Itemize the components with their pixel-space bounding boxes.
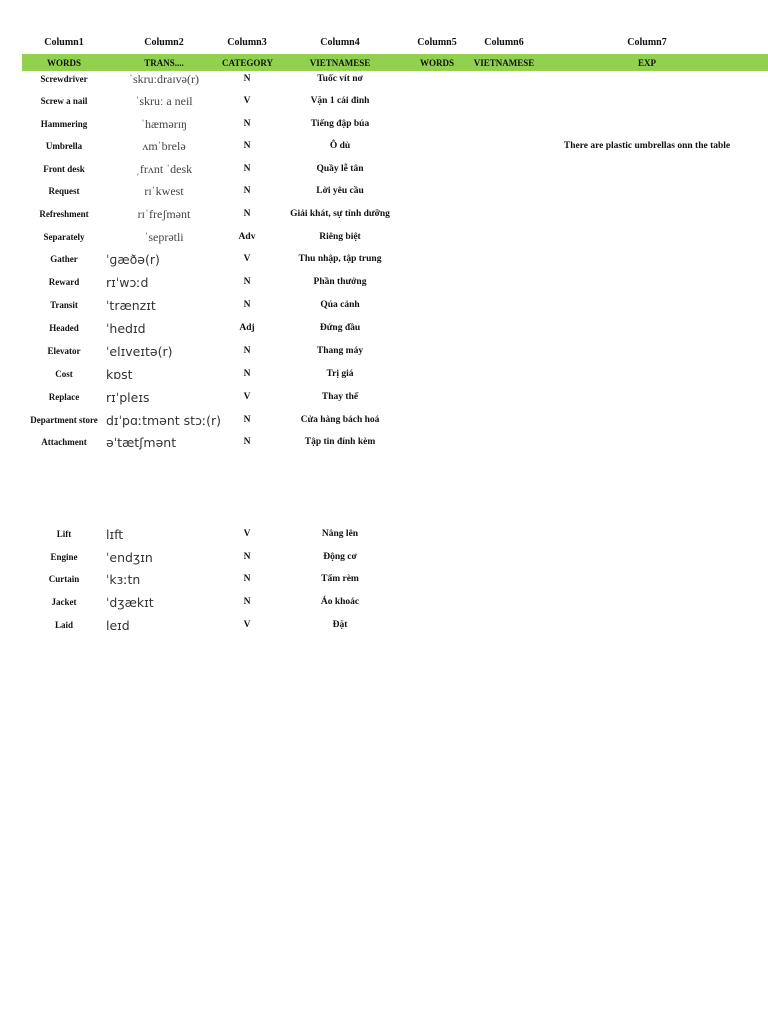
table-row[interactable]: [22, 523, 768, 545]
vietnamese-cell[interactable]: Trị giá: [326, 369, 354, 379]
category-cell[interactable]: Adj: [239, 323, 255, 333]
field-header-exp: EXP: [638, 57, 656, 68]
transcription-cell[interactable]: rɪˈpleɪs: [106, 389, 150, 405]
vietnamese-cell[interactable]: Tấm rèm: [321, 574, 359, 584]
table-row[interactable]: [22, 591, 768, 613]
vietnamese-cell[interactable]: Giải khát, sự tỉnh dưỡng: [290, 209, 390, 219]
transcription-cell[interactable]: ˈtrænzɪt: [106, 297, 156, 313]
transcription-cell[interactable]: dɪˈpɑːtmənt stɔː(r): [106, 412, 222, 428]
vietnamese-cell[interactable]: Áo khoác: [320, 597, 360, 607]
column-header-6[interactable]: Column6: [484, 36, 524, 48]
table-row[interactable]: [22, 363, 768, 385]
vietnamese-cell[interactable]: Thay thế: [321, 392, 359, 402]
word-cell[interactable]: Curtain: [48, 574, 80, 584]
word-cell[interactable]: Engine: [50, 552, 78, 562]
transcription-cell[interactable]: ˈhæmərɪŋ: [141, 116, 187, 131]
field-header-category: CATEGORY: [222, 57, 274, 68]
table-row[interactable]: [22, 226, 768, 248]
transcription-cell[interactable]: ˈendʒɪn: [106, 549, 153, 565]
column-header-3[interactable]: Column3: [227, 36, 267, 48]
word-cell[interactable]: Replace: [48, 392, 80, 402]
category-cell[interactable]: N: [243, 300, 251, 310]
word-cell[interactable]: Lift: [56, 529, 72, 539]
vietnamese-cell[interactable]: Tiếng đập búa: [310, 119, 370, 129]
table-row[interactable]: [22, 614, 768, 636]
vietnamese-cell[interactable]: Cửa hàng bách hoá: [300, 415, 380, 425]
table-row[interactable]: [22, 248, 768, 270]
transcription-cell[interactable]: ˈhedɪd: [106, 320, 146, 336]
transcription-cell[interactable]: ˈseprətli: [144, 229, 184, 244]
transcription-cell[interactable]: ˈdʒækɪt: [106, 594, 154, 610]
field-header-words-2: WORDS: [419, 57, 454, 68]
vietnamese-cell[interactable]: Qúa cảnh: [320, 300, 360, 310]
word-cell[interactable]: Attachment: [41, 437, 87, 447]
table-row[interactable]: [22, 340, 768, 362]
transcription-cell[interactable]: ˌfrʌnt ˈdesk: [135, 161, 193, 176]
category-cell[interactable]: V: [243, 529, 251, 539]
word-cell[interactable]: Umbrella: [45, 141, 83, 151]
word-cell[interactable]: Separately: [43, 232, 85, 242]
transcription-cell[interactable]: rɪˈfreʃmənt: [137, 206, 191, 221]
word-cell[interactable]: Refreshment: [39, 209, 89, 219]
field-header-vietnamese-2: VIETNAMESE: [473, 57, 535, 68]
category-cell[interactable]: N: [243, 597, 251, 607]
column-header-row: [22, 34, 768, 50]
field-header-trans: TRANS....: [144, 57, 184, 68]
word-cell[interactable]: Cost: [55, 369, 73, 379]
transcription-cell[interactable]: ˈɡæðə(r): [106, 251, 160, 267]
field-header-vietnamese: VIETNAMESE: [309, 57, 371, 68]
category-cell[interactable]: V: [243, 620, 251, 630]
table-row[interactable]: [22, 68, 768, 90]
column-header-5[interactable]: Column5: [417, 36, 457, 48]
table-row[interactable]: [22, 386, 768, 408]
vietnamese-cell[interactable]: Phần thưởng: [313, 277, 367, 287]
category-cell[interactable]: N: [243, 277, 251, 287]
word-cell[interactable]: Headed: [49, 323, 79, 333]
vietnamese-cell[interactable]: Tuốc vít nơ: [317, 74, 363, 84]
transcription-cell[interactable]: lɪft: [106, 526, 124, 542]
vietnamese-cell[interactable]: Nâng lên: [321, 529, 359, 539]
transcription-cell[interactable]: əˈtætʃmənt: [106, 434, 177, 450]
category-cell[interactable]: N: [243, 346, 251, 356]
vietnamese-cell[interactable]: Động cơ: [323, 552, 357, 562]
word-cell[interactable]: Hammering: [40, 119, 88, 129]
transcription-cell[interactable]: rɪˈkwest: [144, 183, 184, 198]
transcription-cell[interactable]: ˈskruːdraɪvə(r): [129, 71, 199, 86]
vietnamese-cell[interactable]: Vặn 1 cái đinh: [310, 96, 370, 106]
table-row[interactable]: [22, 180, 768, 202]
vietnamese-cell[interactable]: Đứng đầu: [319, 323, 361, 333]
word-cell[interactable]: Department store: [30, 415, 98, 425]
category-cell[interactable]: V: [243, 392, 251, 402]
exp-cell[interactable]: There are plastic umbrellas onn the table: [563, 141, 731, 151]
table-row[interactable]: [22, 271, 768, 293]
word-cell[interactable]: Front desk: [43, 164, 85, 174]
category-cell[interactable]: N: [243, 552, 251, 562]
word-cell[interactable]: Screw a nail: [40, 96, 88, 106]
word-cell[interactable]: Jacket: [51, 597, 77, 607]
table-row[interactable]: [22, 294, 768, 316]
word-cell[interactable]: Reward: [48, 277, 80, 287]
word-cell[interactable]: Transit: [50, 300, 78, 310]
table-row[interactable]: [22, 203, 768, 225]
category-cell[interactable]: N: [243, 437, 251, 447]
category-cell[interactable]: N: [243, 164, 251, 174]
word-cell[interactable]: Request: [48, 186, 80, 196]
transcription-cell[interactable]: leɪd: [106, 617, 130, 633]
table-row[interactable]: [22, 546, 768, 568]
category-cell[interactable]: Adv: [238, 232, 256, 242]
category-cell[interactable]: N: [243, 369, 251, 379]
column-header-2[interactable]: Column2: [144, 36, 184, 48]
transcription-cell[interactable]: rɪˈwɔːd: [106, 274, 149, 290]
category-cell[interactable]: N: [243, 74, 251, 84]
transcription-cell[interactable]: ˈelɪveɪtə(r): [106, 343, 173, 359]
category-cell[interactable]: N: [243, 574, 251, 584]
table-row[interactable]: [22, 317, 768, 339]
vietnamese-cell[interactable]: Đặt: [332, 620, 348, 630]
transcription-cell[interactable]: ʌmˈbrelə: [142, 138, 186, 153]
category-cell[interactable]: V: [243, 254, 251, 264]
vietnamese-cell[interactable]: Thang máy: [316, 346, 364, 356]
field-header-words: WORDS: [46, 57, 81, 68]
table-row[interactable]: [22, 409, 768, 431]
vietnamese-cell[interactable]: Ô dù: [329, 141, 351, 151]
category-cell[interactable]: N: [243, 186, 251, 196]
table-row[interactable]: [22, 431, 768, 453]
word-cell[interactable]: Laid: [54, 620, 73, 630]
vietnamese-cell[interactable]: Quầy lễ tân: [316, 164, 364, 174]
word-cell[interactable]: Gather: [50, 254, 78, 264]
category-cell[interactable]: V: [243, 96, 251, 106]
category-cell[interactable]: N: [243, 209, 251, 219]
transcription-cell[interactable]: ˈkɜːtn: [106, 571, 141, 587]
transcription-cell[interactable]: kɒst: [106, 366, 133, 382]
transcription-cell[interactable]: ˈskruː a neil: [135, 93, 193, 108]
column-header-1[interactable]: Column1: [44, 36, 84, 48]
table-row[interactable]: [22, 113, 768, 135]
table-row[interactable]: [22, 158, 768, 180]
column-header-7[interactable]: Column7: [627, 36, 667, 48]
category-cell[interactable]: N: [243, 415, 251, 425]
column-header-4[interactable]: Column4: [320, 36, 360, 48]
table-row[interactable]: [22, 90, 768, 112]
category-cell[interactable]: N: [243, 119, 251, 129]
vietnamese-cell[interactable]: Riêng biệt: [319, 232, 361, 242]
word-cell[interactable]: Screwdriver: [40, 74, 88, 84]
vietnamese-cell[interactable]: Tập tin đính kèm: [304, 437, 376, 447]
vietnamese-cell[interactable]: Thu nhập, tập trung: [298, 254, 382, 264]
category-cell[interactable]: N: [243, 141, 251, 151]
table-row[interactable]: [22, 135, 768, 157]
vietnamese-cell[interactable]: Lời yêu cầu: [316, 186, 364, 196]
table-row[interactable]: [22, 568, 768, 590]
word-cell[interactable]: Elevator: [47, 346, 81, 356]
